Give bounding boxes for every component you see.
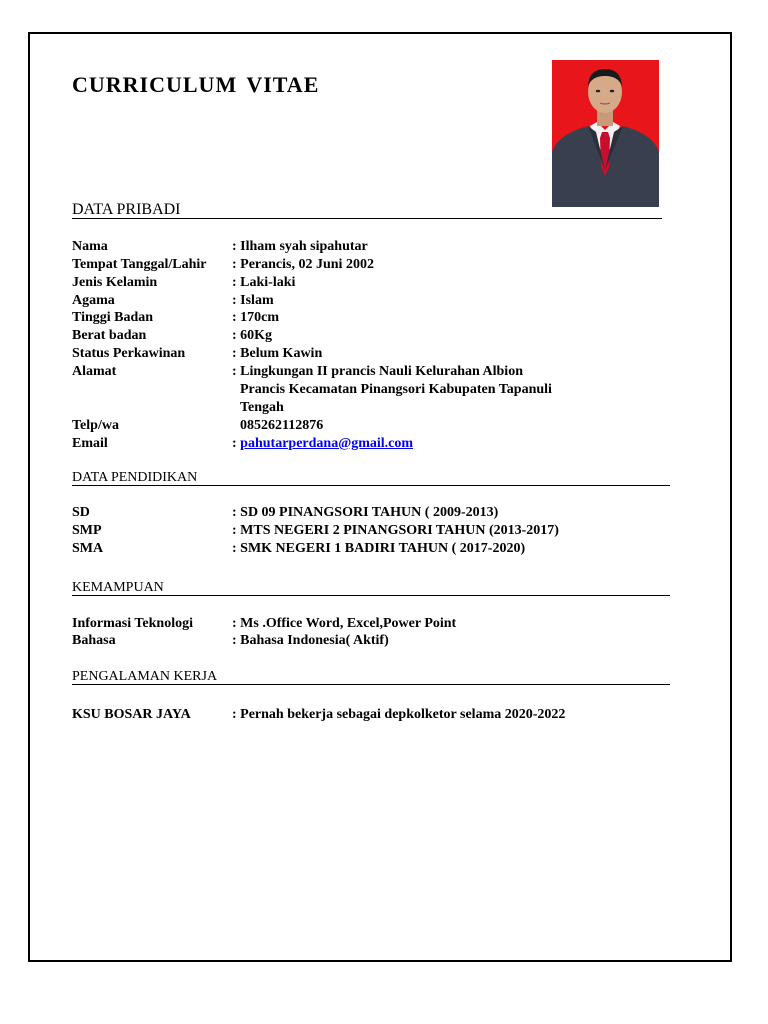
profile-photo-image: [552, 60, 659, 207]
field-value: : 60Kg: [232, 328, 273, 343]
divider: [72, 218, 662, 219]
divider: [72, 595, 670, 596]
education-school: : SD 09 PINANGSORI TAHUN ( 2009-2013): [232, 505, 499, 520]
field-value: : Perancis, 02 Juni 2002: [232, 257, 374, 272]
field-label: Tempat Tanggal/Lahir: [72, 257, 207, 272]
education-level: SD: [72, 505, 90, 520]
field-label: Berat badan: [72, 328, 147, 343]
email-prefix: :: [232, 436, 241, 451]
address-line: Prancis Kecamatan Pinangsori Kabupaten Tapanuli: [240, 382, 552, 397]
address-line: : Lingkungan II prancis Nauli Kelurahan Albion: [232, 364, 523, 379]
education-school: : SMK NEGERI 1 BADIRI TAHUN ( 2017-2020): [232, 541, 526, 556]
field-label: Tinggi Badan: [72, 310, 154, 325]
field-value: : Belum Kawin: [232, 346, 323, 361]
field-value: : 170cm: [232, 310, 280, 325]
skill-label: Bahasa: [72, 633, 116, 648]
education-school: : MTS NEGERI 2 PINANGSORI TAHUN (2013-2017): [232, 523, 559, 538]
section-heading-pengalaman-kerja: PENGALAMAN KERJA: [72, 669, 218, 684]
field-label: Nama: [72, 239, 108, 254]
education-level: SMP: [72, 523, 102, 538]
section-heading-data-pribadi: DATA PRIBADI: [72, 201, 181, 218]
field-label: Jenis Kelamin: [72, 275, 158, 290]
field-label: Email: [72, 436, 108, 451]
field-value: : Ilham syah sipahutar: [232, 239, 368, 254]
field-label: Agama: [72, 293, 115, 308]
skill-label: Informasi Teknologi: [72, 616, 193, 631]
divider: [72, 485, 670, 486]
divider: [72, 684, 670, 685]
education-level: SMA: [72, 541, 104, 556]
field-label: Status Perkawinan: [72, 346, 186, 361]
section-heading-data-pendidikan: DATA PENDIDIKAN: [72, 470, 198, 485]
field-label: Telp/wa: [72, 418, 119, 433]
field-value: 085262112876: [240, 418, 324, 433]
section-heading-kemampuan: KEMAMPUAN: [72, 580, 164, 595]
experience-company: KSU BOSAR JAYA: [72, 707, 191, 722]
field-value: : Laki-laki: [232, 275, 296, 290]
experience-description: : Pernah bekerja sebagai depkolketor selama 2020-2022: [232, 707, 566, 722]
skill-value: : Ms .Office Word, Excel,Power Point: [232, 616, 457, 631]
email-link[interactable]: pahutarperdana@gmail.com: [240, 436, 414, 451]
field-value: [232, 435, 413, 453]
field-label: Alamat: [72, 364, 117, 379]
document-title: CURRICULUM VITAE: [72, 72, 320, 97]
address-line: Tengah: [240, 400, 284, 415]
field-value: : Islam: [232, 293, 274, 308]
profile-photo: [552, 60, 659, 207]
skill-value: : Bahasa Indonesia( Aktif): [232, 633, 389, 648]
